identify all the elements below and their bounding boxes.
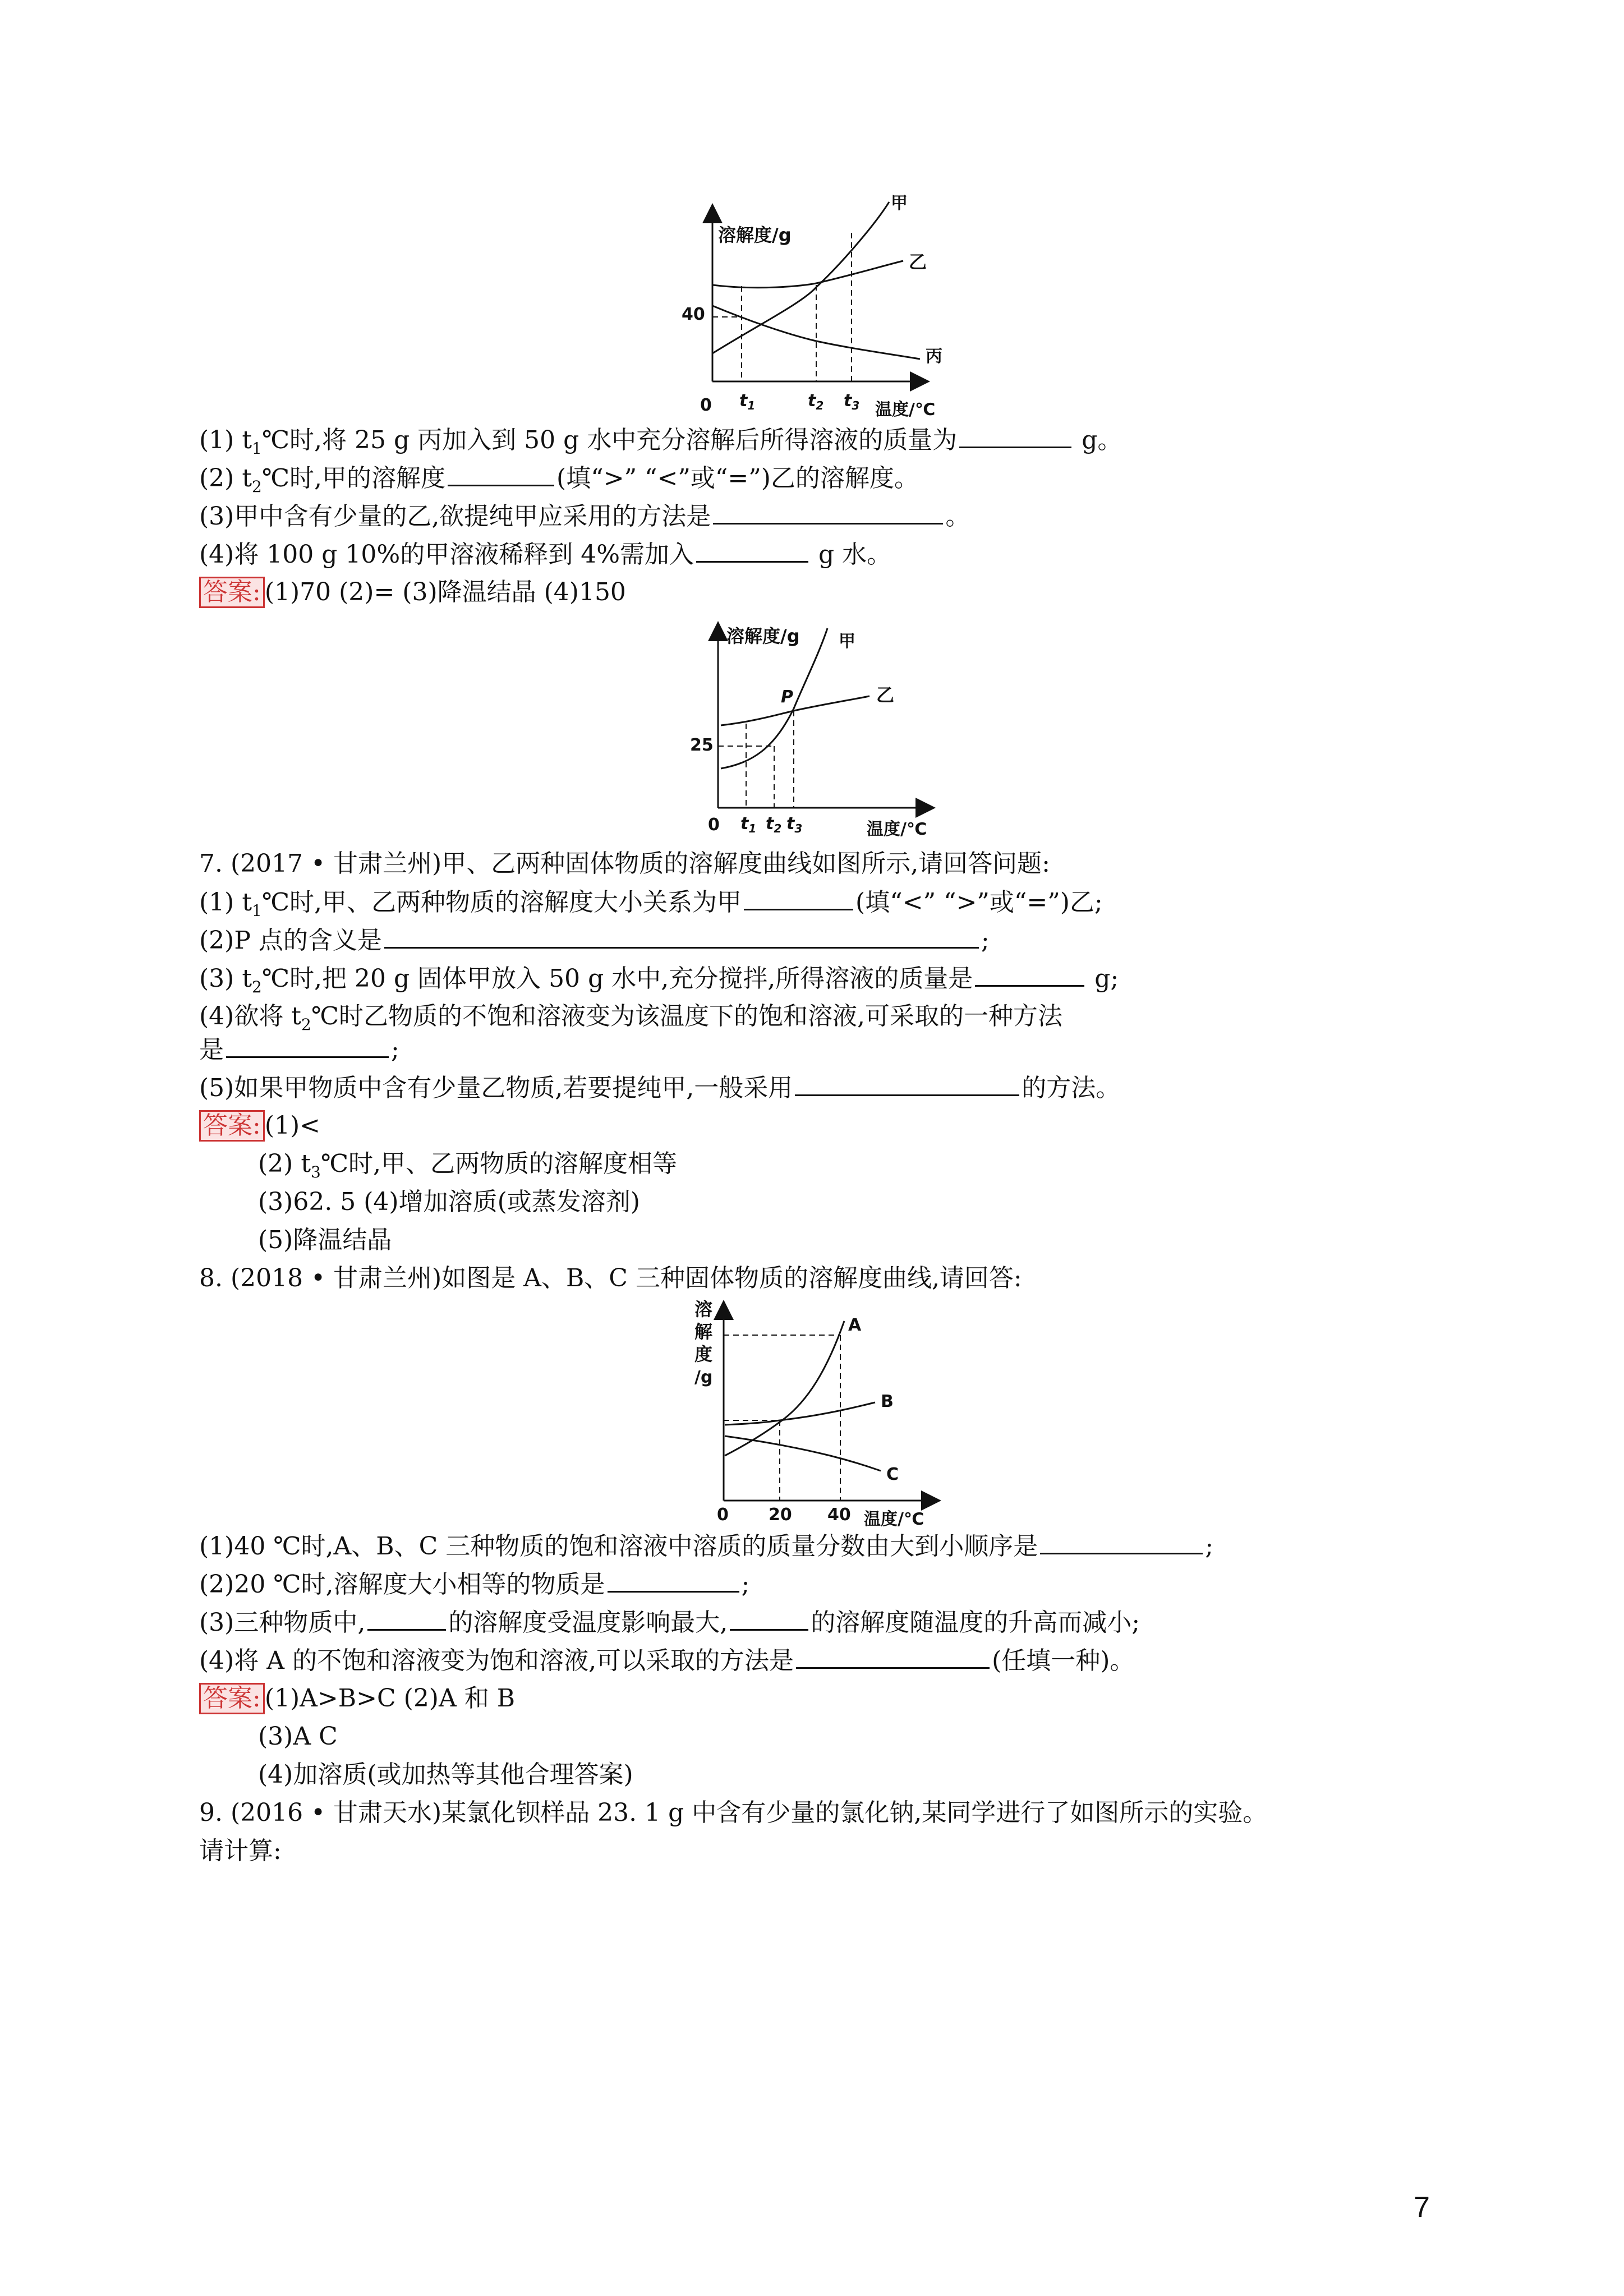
- y-axis-label: 溶解度/g: [726, 625, 800, 647]
- answer-badge: 答案:: [199, 577, 265, 608]
- answer-blank[interactable]: [608, 1568, 739, 1593]
- tick-t3: $t_3$: [786, 814, 803, 835]
- answer-blank[interactable]: [384, 924, 979, 949]
- label-jia: 甲: [839, 632, 855, 651]
- q6-line3: (3)甲中含有少量的乙,欲提纯甲应采用的方法是 。: [199, 500, 970, 532]
- x-axis-label: 温度/℃: [875, 400, 936, 420]
- curve-b: [725, 1402, 875, 1425]
- origin-label: 0: [708, 815, 720, 835]
- label-c: C: [886, 1465, 899, 1484]
- y-axis-label-3: 度: [694, 1343, 713, 1365]
- q9-line2: 请计算:: [199, 1837, 282, 1865]
- q7-answer-5: (5)降温结晶: [258, 1226, 392, 1254]
- answer-blank[interactable]: [795, 1072, 1019, 1096]
- q7-line5: (5)如果甲物质中含有少量乙物质,若要提纯甲,一般采用 的方法。: [199, 1072, 1120, 1104]
- answer-blank[interactable]: [1040, 1530, 1203, 1554]
- y-axis-label-1: 溶: [694, 1299, 713, 1320]
- q8-line4: (4)将 A 的不饱和溶液变为饱和溶液,可以采取的方法是 (任填一种)。: [199, 1645, 1134, 1677]
- x-axis-label: 温度/℃: [864, 1510, 924, 1529]
- answer-badge: 答案:: [199, 1683, 265, 1714]
- q8-line3: (3)三种物质中, 的溶解度受温度影响最大, 的溶解度随温度的升高而减小;: [199, 1607, 1140, 1639]
- q8-answer: 答案: (1)A>B>C (2)A 和 B: [199, 1683, 515, 1714]
- tick-t2: $t_2$: [766, 814, 782, 835]
- q7-line4: (4)欲将 $t_2℃$时乙物质的不饱和溶液变为该温度下的饱和溶液,可采取的一种方法: [199, 1002, 1063, 1034]
- q7-stem: 7. (2017 • 甘肃兰州)甲、乙两种固体物质的溶解度曲线如图所示,请回答问题:: [199, 849, 1051, 878]
- tick-t3: $t_3$: [844, 391, 860, 412]
- tick-t2: $t_2$: [808, 391, 824, 412]
- y-tick-label: 40: [682, 305, 705, 324]
- label-a: A: [848, 1315, 862, 1335]
- curve-yi: [721, 696, 869, 725]
- q7-line1: (1) $t_1℃$时,甲、乙两种物质的溶解度大小关系为甲 (填“<” “>”或“=”)乙;: [199, 886, 1103, 927]
- q7-answer: 答案: (1)<: [199, 1110, 320, 1142]
- label-yi: 乙: [909, 251, 927, 273]
- curve-a: [725, 1321, 844, 1456]
- q8-line2: (2)20 ℃时,溶解度大小相等的物质是 ;: [199, 1568, 749, 1600]
- answer-blank[interactable]: [975, 963, 1084, 987]
- label-b: B: [881, 1392, 894, 1411]
- q9-stem: 9. (2016 • 甘肃天水)某氯化钡样品 23. 1 g 中含有少量的氯化钠,某同学进行了如图所示的实验。: [199, 1798, 1268, 1827]
- x-axis-label: 温度/℃: [867, 820, 927, 839]
- solubility-figure-3: [684, 1290, 976, 1537]
- q7-answer-3: (3)62. 5 (4)增加溶质(或蒸发溶剂): [258, 1188, 640, 1216]
- answer-blank[interactable]: [226, 1034, 389, 1058]
- q7-line2: (2)P 点的含义是 ;: [199, 924, 990, 956]
- y-axis-label: 溶解度/g: [718, 224, 792, 246]
- label-jia: 甲: [891, 194, 908, 213]
- answer-blank[interactable]: [796, 1645, 990, 1669]
- q8-answer-4: (4)加溶质(或加热等其他合理答案): [258, 1760, 633, 1789]
- answer-blank[interactable]: [959, 424, 1071, 448]
- q7-line3: (3) $t_2℃$时,把 20 g 固体甲放入 50 g 水中,充分搅拌,所得溶液的质量是 g;: [199, 963, 1119, 1003]
- answer-blank[interactable]: [713, 500, 943, 524]
- tick-40: 40: [827, 1505, 851, 1525]
- q6-answer: 答案: (1)70 (2)= (3)降温结晶 (4)150: [199, 577, 626, 608]
- y-axis-label-4: /g: [694, 1368, 713, 1387]
- q7-line4-cont: 是 ;: [199, 1034, 399, 1066]
- tick-t1: $t_1$: [740, 814, 757, 835]
- q8-stem: 8. (2018 • 甘肃兰州)如图是 A、B、C 三种固体物质的溶解度曲线,请回答:: [199, 1264, 1022, 1292]
- solubility-figure-1: [673, 191, 987, 426]
- answer-blank[interactable]: [730, 1607, 808, 1631]
- curve-c: [725, 1436, 881, 1471]
- tick-20: 20: [769, 1505, 792, 1525]
- q8-answer-3: (3)A C: [258, 1722, 338, 1751]
- answer-blank[interactable]: [696, 539, 808, 563]
- answer-blank[interactable]: [448, 462, 554, 486]
- origin-label: 0: [717, 1505, 729, 1525]
- answer-blank[interactable]: [367, 1607, 446, 1631]
- solubility-figure-2: [679, 614, 993, 844]
- q6-line2: (2) $t_2℃$时,甲的溶解度 (填“>” “<”或“=”)乙的溶解度。: [199, 462, 919, 503]
- page-number: 7: [1414, 2191, 1430, 2224]
- curve-yi: [712, 261, 903, 288]
- point-p: P: [781, 687, 793, 707]
- answer-blank[interactable]: [744, 886, 853, 910]
- q6-line1: (1) $t_1℃$时,将 25 g 丙加入到 50 g 水中充分溶解后所得溶液的质量为 g。: [199, 424, 1122, 464]
- answer-badge: 答案:: [199, 1110, 265, 1142]
- q8-line1: (1)40 ℃时,A、B、C 三种物质的饱和溶液中溶质的质量分数由大到小顺序是 ;: [199, 1530, 1213, 1562]
- q6-line4: (4)将 100 g 10%的甲溶液稀释到 4%需加入 g 水。: [199, 539, 891, 570]
- label-yi: 乙: [876, 684, 895, 706]
- y-tick-label: 25: [690, 735, 714, 755]
- y-axis-label-2: 解: [694, 1321, 713, 1342]
- tick-t1: $t_1$: [739, 391, 756, 412]
- origin-label: 0: [700, 395, 712, 415]
- q7-answer-2: (2) $t_3℃$时,甲、乙两物质的溶解度相等: [258, 1149, 678, 1181]
- label-bing: 丙: [926, 347, 942, 366]
